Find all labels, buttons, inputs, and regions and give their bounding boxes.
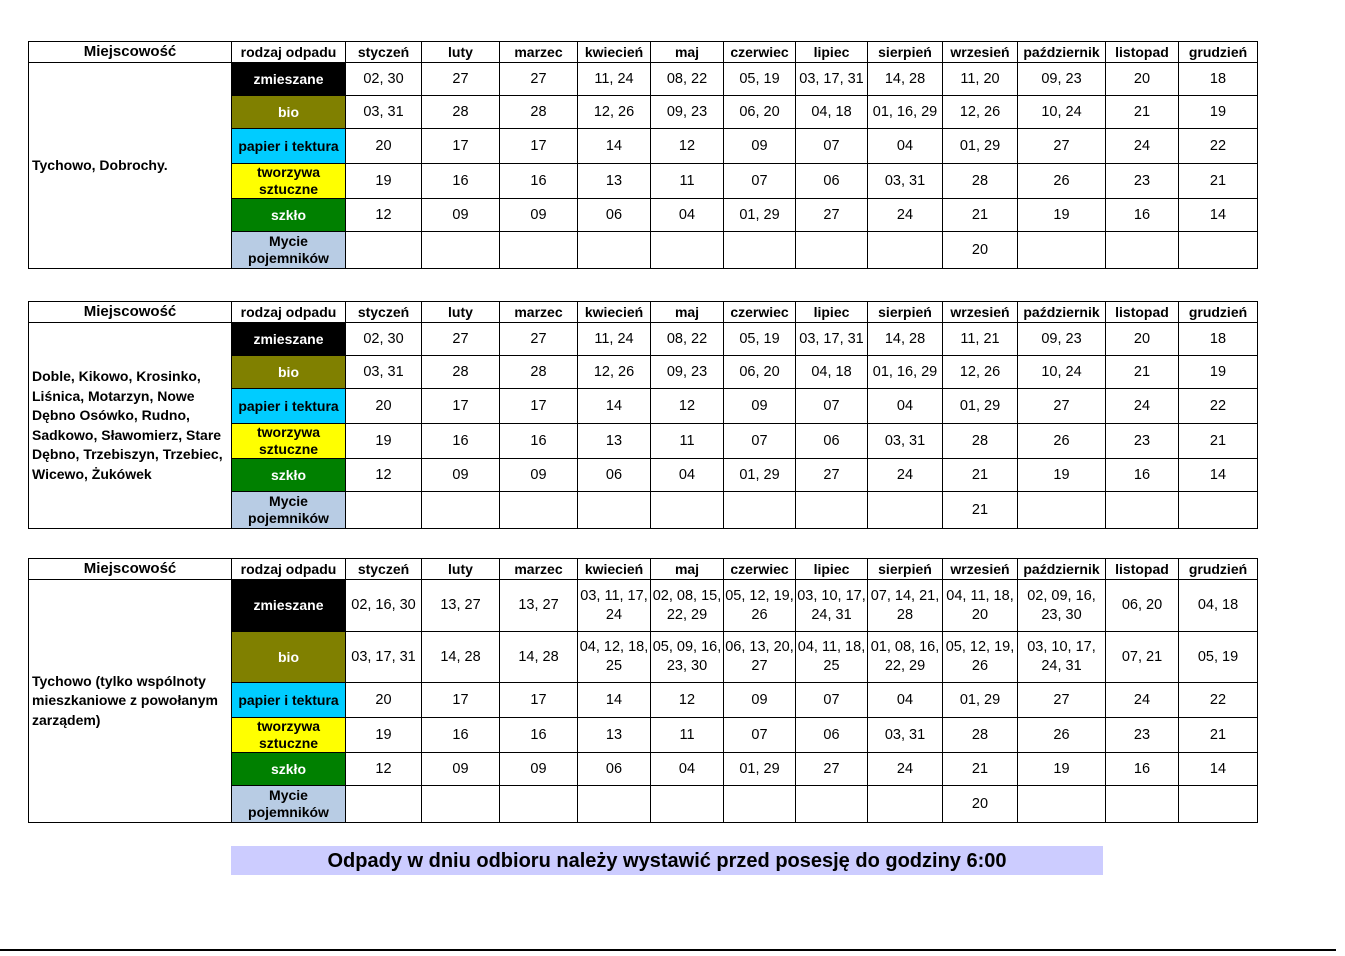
- collection-date-cell: 21: [1106, 356, 1179, 389]
- collection-date-cell: 23: [1106, 164, 1179, 199]
- collection-date-cell: 03, 31: [346, 96, 422, 129]
- collection-date-cell: 20: [346, 389, 422, 424]
- collection-date-cell: 26: [1018, 718, 1106, 753]
- collection-date-cell: 21: [943, 199, 1018, 232]
- collection-date-cell: [500, 786, 578, 823]
- collection-date-cell: [651, 786, 724, 823]
- month-header: listopad: [1106, 559, 1179, 580]
- collection-date-cell: 16: [500, 424, 578, 459]
- collection-date-cell: 16: [1106, 459, 1179, 492]
- collection-date-cell: 26: [1018, 424, 1106, 459]
- collection-date-cell: 09: [422, 199, 500, 232]
- collection-date-cell: [1018, 786, 1106, 823]
- collection-date-cell: [1179, 492, 1258, 529]
- collection-date-cell: 19: [1018, 459, 1106, 492]
- collection-date-cell: 07: [724, 718, 796, 753]
- collection-date-cell: [796, 492, 868, 529]
- collection-date-cell: 08, 22: [651, 63, 724, 96]
- month-header: luty: [422, 42, 500, 63]
- collection-date-cell: 14: [578, 389, 651, 424]
- month-header: marzec: [500, 42, 578, 63]
- collection-date-cell: 05, 12, 19, 26: [724, 580, 796, 632]
- month-header: styczeń: [346, 559, 422, 580]
- waste-type-tworzywa: tworzywa sztuczne: [232, 164, 346, 199]
- collection-date-cell: 20: [346, 683, 422, 718]
- waste-type-bio: bio: [232, 96, 346, 129]
- collection-date-cell: 16: [1106, 753, 1179, 786]
- collection-date-cell: 09: [422, 753, 500, 786]
- collection-date-cell: 14, 28: [868, 63, 943, 96]
- collection-date-cell: 05, 09, 16, 23, 30: [651, 632, 724, 683]
- collection-date-cell: [868, 232, 943, 269]
- collection-date-cell: [1018, 492, 1106, 529]
- collection-date-cell: 24: [868, 199, 943, 232]
- collection-date-cell: 19: [1179, 96, 1258, 129]
- collection-date-cell: 17: [422, 129, 500, 164]
- collection-date-cell: 04, 18: [796, 96, 868, 129]
- waste-type-mycie: Mycie pojemników: [232, 786, 346, 823]
- waste-type-papier: papier i tektura: [232, 129, 346, 164]
- collection-date-cell: 20: [943, 786, 1018, 823]
- collection-date-cell: 11: [651, 164, 724, 199]
- collection-date-cell: 12: [346, 199, 422, 232]
- collection-date-cell: 28: [500, 96, 578, 129]
- collection-date-cell: 26: [1018, 164, 1106, 199]
- collection-date-cell: 06, 13, 20, 27: [724, 632, 796, 683]
- collection-date-cell: [1106, 492, 1179, 529]
- collection-date-cell: [724, 492, 796, 529]
- collection-date-cell: 14: [578, 129, 651, 164]
- month-header: marzec: [500, 302, 578, 323]
- collection-date-cell: [868, 786, 943, 823]
- month-header: sierpień: [868, 42, 943, 63]
- month-header: listopad: [1106, 42, 1179, 63]
- collection-date-cell: [651, 492, 724, 529]
- collection-date-cell: 04: [868, 683, 943, 718]
- collection-date-cell: 07: [796, 129, 868, 164]
- collection-date-cell: [578, 232, 651, 269]
- collection-date-cell: 04: [651, 753, 724, 786]
- month-header: wrzesień: [943, 42, 1018, 63]
- collection-date-cell: 04, 11, 18, 25: [796, 632, 868, 683]
- collection-date-cell: 09: [724, 129, 796, 164]
- collection-date-cell: 16: [500, 164, 578, 199]
- collection-date-cell: 09: [500, 199, 578, 232]
- collection-date-cell: 19: [1018, 753, 1106, 786]
- collection-date-cell: 01, 29: [724, 199, 796, 232]
- collection-date-cell: 10, 24: [1018, 356, 1106, 389]
- collection-date-cell: 17: [500, 389, 578, 424]
- collection-date-cell: 24: [868, 753, 943, 786]
- collection-date-cell: 03, 17, 31: [346, 632, 422, 683]
- collection-date-cell: 28: [500, 356, 578, 389]
- collection-date-cell: 10, 24: [1018, 96, 1106, 129]
- month-header: maj: [651, 42, 724, 63]
- month-header: grudzień: [1179, 559, 1258, 580]
- collection-date-cell: 06: [578, 199, 651, 232]
- collection-date-cell: 01, 29: [724, 459, 796, 492]
- collection-date-cell: [1018, 232, 1106, 269]
- month-header: kwiecień: [578, 559, 651, 580]
- collection-date-cell: [651, 232, 724, 269]
- collection-date-cell: 22: [1179, 129, 1258, 164]
- collection-date-cell: [796, 232, 868, 269]
- collection-date-cell: [578, 492, 651, 529]
- waste-type-bio: bio: [232, 356, 346, 389]
- waste-type-tworzywa: tworzywa sztuczne: [232, 718, 346, 753]
- collection-date-cell: 21: [1106, 96, 1179, 129]
- waste-type-mycie: Mycie pojemników: [232, 232, 346, 269]
- collection-date-cell: 05, 19: [724, 63, 796, 96]
- waste-type-papier: papier i tektura: [232, 389, 346, 424]
- month-header: czerwiec: [724, 302, 796, 323]
- collection-date-cell: 03, 10, 17, 24, 31: [1018, 632, 1106, 683]
- month-header: luty: [422, 302, 500, 323]
- collection-date-cell: [500, 232, 578, 269]
- collection-date-cell: 22: [1179, 389, 1258, 424]
- collection-date-cell: 06: [796, 424, 868, 459]
- table-row: [29, 63, 1258, 96]
- waste-type-papier: papier i tektura: [232, 683, 346, 718]
- collection-date-cell: 14, 28: [868, 323, 943, 356]
- collection-date-cell: 06: [796, 164, 868, 199]
- waste-type-header: rodzaj odpadu: [232, 559, 346, 580]
- header-row: [29, 302, 1258, 323]
- collection-date-cell: 17: [500, 129, 578, 164]
- collection-date-cell: 04, 18: [1179, 580, 1258, 632]
- collection-date-cell: 12: [651, 683, 724, 718]
- waste-type-header: rodzaj odpadu: [232, 302, 346, 323]
- collection-date-cell: 28: [422, 356, 500, 389]
- collection-date-cell: 12: [346, 459, 422, 492]
- month-header: styczeń: [346, 302, 422, 323]
- collection-date-cell: [422, 232, 500, 269]
- month-header: lipiec: [796, 559, 868, 580]
- collection-date-cell: 06: [796, 718, 868, 753]
- collection-date-cell: 14: [578, 683, 651, 718]
- collection-date-cell: 19: [346, 164, 422, 199]
- collection-date-cell: 01, 08, 16, 22, 29: [868, 632, 943, 683]
- collection-date-cell: 11, 21: [943, 323, 1018, 356]
- collection-date-cell: 03, 17, 31: [796, 323, 868, 356]
- waste-type-tworzywa: tworzywa sztuczne: [232, 424, 346, 459]
- collection-date-cell: [578, 786, 651, 823]
- month-header: listopad: [1106, 302, 1179, 323]
- location-cell: Tychowo (tylko wspólnoty mieszkaniowe z powołanym zarządem): [29, 580, 232, 823]
- collection-date-cell: [724, 786, 796, 823]
- collection-date-cell: 11: [651, 424, 724, 459]
- collection-date-cell: 07: [796, 389, 868, 424]
- collection-date-cell: [346, 492, 422, 529]
- collection-date-cell: [868, 492, 943, 529]
- collection-date-cell: [346, 786, 422, 823]
- collection-date-cell: 09, 23: [1018, 63, 1106, 96]
- collection-date-cell: 04: [868, 389, 943, 424]
- location-header: Miejscowość: [29, 42, 232, 63]
- collection-date-cell: 23: [1106, 718, 1179, 753]
- collection-date-cell: 12, 26: [943, 96, 1018, 129]
- waste-type-zmieszane: zmieszane: [232, 323, 346, 356]
- collection-date-cell: 09: [724, 683, 796, 718]
- month-header: sierpień: [868, 559, 943, 580]
- collection-date-cell: 21: [943, 753, 1018, 786]
- collection-date-cell: 23: [1106, 424, 1179, 459]
- collection-date-cell: 13: [578, 164, 651, 199]
- collection-date-cell: [1179, 786, 1258, 823]
- collection-date-cell: 05, 19: [1179, 632, 1258, 683]
- waste-type-mycie: Mycie pojemników: [232, 492, 346, 529]
- collection-date-cell: 01, 29: [943, 129, 1018, 164]
- collection-date-cell: 07: [724, 164, 796, 199]
- location-header: Miejscowość: [29, 559, 232, 580]
- month-header: marzec: [500, 559, 578, 580]
- collection-date-cell: 27: [1018, 389, 1106, 424]
- collection-date-cell: 07: [796, 683, 868, 718]
- collection-date-cell: 13, 27: [422, 580, 500, 632]
- collection-date-cell: 19: [346, 718, 422, 753]
- collection-date-cell: 09: [724, 389, 796, 424]
- month-header: czerwiec: [724, 559, 796, 580]
- collection-date-cell: 19: [1018, 199, 1106, 232]
- collection-date-cell: 14, 28: [500, 632, 578, 683]
- collection-date-cell: 17: [422, 683, 500, 718]
- collection-date-cell: 20: [1106, 63, 1179, 96]
- month-header: październik: [1018, 302, 1106, 323]
- collection-date-cell: 01, 16, 29: [868, 356, 943, 389]
- collection-date-cell: 04, 11, 18, 20: [943, 580, 1018, 632]
- schedule-table: [28, 558, 1258, 823]
- collection-date-cell: 11, 20: [943, 63, 1018, 96]
- collection-date-cell: 11, 24: [578, 323, 651, 356]
- collection-date-cell: 03, 31: [868, 424, 943, 459]
- collection-date-cell: 06, 20: [1106, 580, 1179, 632]
- waste-type-zmieszane: zmieszane: [232, 580, 346, 632]
- month-header: wrzesień: [943, 559, 1018, 580]
- collection-date-cell: 14, 28: [422, 632, 500, 683]
- collection-date-cell: 28: [943, 718, 1018, 753]
- collection-date-cell: 12: [346, 753, 422, 786]
- collection-notice: Odpady w dniu odbioru należy wystawić przed posesję do godziny 6:00: [231, 846, 1103, 875]
- collection-date-cell: 21: [1179, 164, 1258, 199]
- collection-date-cell: 21: [943, 459, 1018, 492]
- collection-date-cell: 24: [1106, 389, 1179, 424]
- collection-date-cell: 24: [1106, 683, 1179, 718]
- collection-date-cell: 27: [422, 63, 500, 96]
- month-header: styczeń: [346, 42, 422, 63]
- month-header: kwiecień: [578, 42, 651, 63]
- collection-date-cell: 16: [500, 718, 578, 753]
- waste-type-szklo: szkło: [232, 753, 346, 786]
- collection-date-cell: 04: [868, 129, 943, 164]
- collection-date-cell: 27: [796, 199, 868, 232]
- collection-date-cell: 22: [1179, 683, 1258, 718]
- collection-date-cell: 24: [1106, 129, 1179, 164]
- month-header: październik: [1018, 42, 1106, 63]
- month-header: wrzesień: [943, 302, 1018, 323]
- collection-date-cell: [724, 232, 796, 269]
- table-row: [29, 580, 1258, 632]
- collection-date-cell: 14: [1179, 753, 1258, 786]
- collection-date-cell: 09, 23: [1018, 323, 1106, 356]
- collection-date-cell: 09: [500, 753, 578, 786]
- collection-date-cell: 04: [651, 459, 724, 492]
- collection-date-cell: 02, 09, 16, 23, 30: [1018, 580, 1106, 632]
- month-header: sierpień: [868, 302, 943, 323]
- month-header: czerwiec: [724, 42, 796, 63]
- collection-date-cell: 24: [868, 459, 943, 492]
- collection-date-cell: 20: [1106, 323, 1179, 356]
- collection-date-cell: 01, 29: [724, 753, 796, 786]
- collection-date-cell: 21: [1179, 718, 1258, 753]
- location-header: Miejscowość: [29, 302, 232, 323]
- collection-date-cell: 16: [422, 718, 500, 753]
- collection-date-cell: 04: [651, 199, 724, 232]
- collection-date-cell: 17: [422, 389, 500, 424]
- collection-date-cell: 16: [422, 164, 500, 199]
- collection-date-cell: 17: [500, 683, 578, 718]
- collection-date-cell: 21: [1179, 424, 1258, 459]
- waste-type-bio: bio: [232, 632, 346, 683]
- bottom-divider: [0, 949, 1336, 951]
- collection-date-cell: 12: [651, 389, 724, 424]
- collection-date-cell: 27: [1018, 683, 1106, 718]
- collection-date-cell: 12, 26: [943, 356, 1018, 389]
- collection-date-cell: 16: [422, 424, 500, 459]
- collection-date-cell: 18: [1179, 63, 1258, 96]
- collection-date-cell: 11, 24: [578, 63, 651, 96]
- collection-date-cell: 27: [1018, 129, 1106, 164]
- month-header: lipiec: [796, 302, 868, 323]
- header-row: [29, 42, 1258, 63]
- collection-date-cell: 14: [1179, 199, 1258, 232]
- table-row: [29, 323, 1258, 356]
- collection-date-cell: 28: [943, 164, 1018, 199]
- collection-date-cell: [796, 786, 868, 823]
- collection-date-cell: 14: [1179, 459, 1258, 492]
- collection-date-cell: 09, 23: [651, 96, 724, 129]
- collection-date-cell: 27: [796, 459, 868, 492]
- collection-date-cell: 12: [651, 129, 724, 164]
- collection-date-cell: 08, 22: [651, 323, 724, 356]
- collection-date-cell: [1106, 232, 1179, 269]
- collection-date-cell: 06, 20: [724, 356, 796, 389]
- collection-date-cell: 06: [578, 459, 651, 492]
- collection-date-cell: 27: [500, 323, 578, 356]
- collection-date-cell: 04, 18: [796, 356, 868, 389]
- month-header: luty: [422, 559, 500, 580]
- collection-date-cell: 03, 17, 31: [796, 63, 868, 96]
- collection-date-cell: [422, 492, 500, 529]
- waste-type-szklo: szkło: [232, 459, 346, 492]
- collection-date-cell: 27: [796, 753, 868, 786]
- collection-date-cell: 18: [1179, 323, 1258, 356]
- month-header: październik: [1018, 559, 1106, 580]
- collection-date-cell: 13, 27: [500, 580, 578, 632]
- collection-date-cell: 02, 16, 30: [346, 580, 422, 632]
- collection-date-cell: 03, 31: [868, 718, 943, 753]
- collection-date-cell: 06, 20: [724, 96, 796, 129]
- collection-date-cell: 07, 14, 21, 28: [868, 580, 943, 632]
- collection-date-cell: 06: [578, 753, 651, 786]
- collection-date-cell: 02, 08, 15, 22, 29: [651, 580, 724, 632]
- collection-date-cell: 03, 31: [346, 356, 422, 389]
- collection-date-cell: 01, 29: [943, 389, 1018, 424]
- collection-date-cell: [1106, 786, 1179, 823]
- month-header: kwiecień: [578, 302, 651, 323]
- collection-date-cell: [1179, 232, 1258, 269]
- collection-date-cell: 13: [578, 718, 651, 753]
- collection-date-cell: 05, 12, 19, 26: [943, 632, 1018, 683]
- collection-date-cell: 04, 12, 18, 25: [578, 632, 651, 683]
- collection-date-cell: 03, 31: [868, 164, 943, 199]
- collection-date-cell: [422, 786, 500, 823]
- collection-date-cell: 28: [422, 96, 500, 129]
- schedule-table: [28, 301, 1258, 529]
- collection-date-cell: [500, 492, 578, 529]
- month-header: maj: [651, 559, 724, 580]
- collection-date-cell: [346, 232, 422, 269]
- collection-date-cell: 20: [346, 129, 422, 164]
- collection-date-cell: 28: [943, 424, 1018, 459]
- month-header: grudzień: [1179, 42, 1258, 63]
- collection-date-cell: 12, 26: [578, 356, 651, 389]
- collection-date-cell: 13: [578, 424, 651, 459]
- collection-date-cell: 03, 11, 17, 24: [578, 580, 651, 632]
- collection-date-cell: 16: [1106, 199, 1179, 232]
- collection-date-cell: 07: [724, 424, 796, 459]
- location-cell: Tychowo, Dobrochy.: [29, 63, 232, 269]
- collection-date-cell: 19: [1179, 356, 1258, 389]
- collection-date-cell: 07, 21: [1106, 632, 1179, 683]
- collection-date-cell: 01, 16, 29: [868, 96, 943, 129]
- waste-type-szklo: szkło: [232, 199, 346, 232]
- collection-date-cell: 01, 29: [943, 683, 1018, 718]
- collection-date-cell: 27: [422, 323, 500, 356]
- collection-date-cell: 09, 23: [651, 356, 724, 389]
- collection-date-cell: 02, 30: [346, 63, 422, 96]
- collection-date-cell: 03, 10, 17, 24, 31: [796, 580, 868, 632]
- month-header: grudzień: [1179, 302, 1258, 323]
- collection-date-cell: 05, 19: [724, 323, 796, 356]
- waste-type-zmieszane: zmieszane: [232, 63, 346, 96]
- collection-date-cell: 19: [346, 424, 422, 459]
- collection-date-cell: 09: [500, 459, 578, 492]
- month-header: lipiec: [796, 42, 868, 63]
- collection-date-cell: 09: [422, 459, 500, 492]
- collection-date-cell: 02, 30: [346, 323, 422, 356]
- collection-date-cell: 11: [651, 718, 724, 753]
- location-cell: Doble, Kikowo, Krosinko, Liśnica, Motarzyn, Nowe Dębno Osówko, Rudno, Sadkowo, Sławomierz, Stare Dębno, Trzebiszyn, Trzebiec, Wicewo, Żukówek: [29, 323, 232, 529]
- header-row: [29, 559, 1258, 580]
- waste-type-header: rodzaj odpadu: [232, 42, 346, 63]
- month-header: maj: [651, 302, 724, 323]
- collection-date-cell: 21: [943, 492, 1018, 529]
- collection-date-cell: 20: [943, 232, 1018, 269]
- collection-date-cell: 27: [500, 63, 578, 96]
- collection-date-cell: 12, 26: [578, 96, 651, 129]
- schedule-table: [28, 41, 1258, 269]
